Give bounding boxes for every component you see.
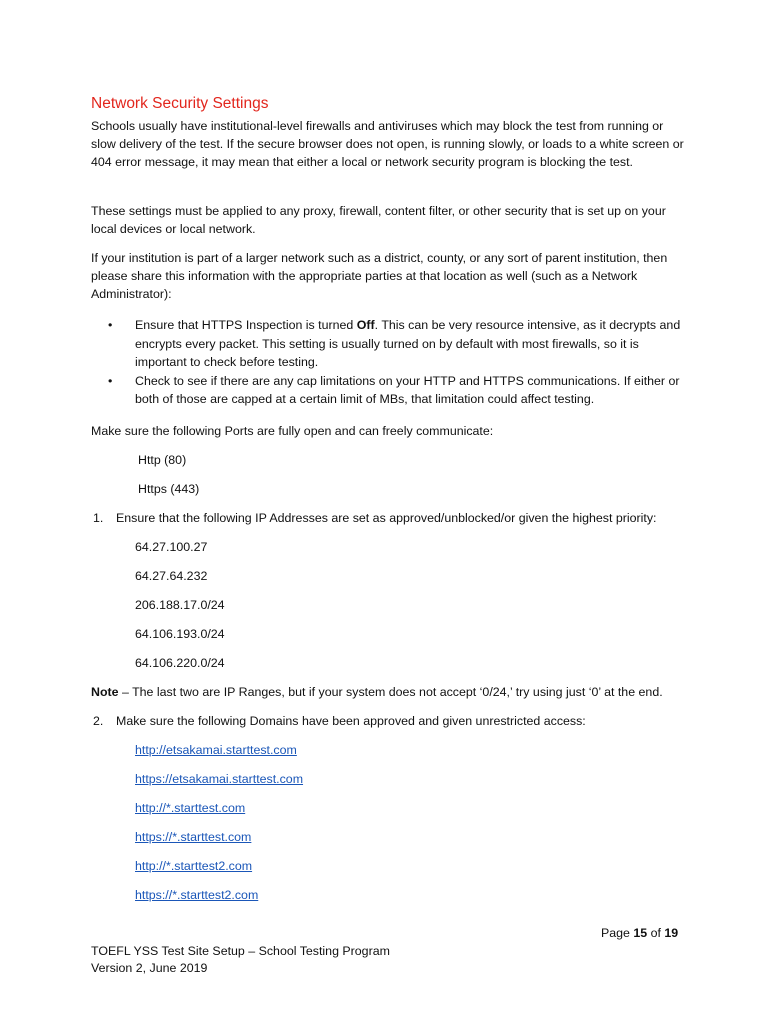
footer-version: Version 2, June 2019 — [91, 961, 208, 975]
footer-title: TOEFL YSS Test Site Setup – School Testing Program — [91, 944, 390, 958]
step-number: 1. — [93, 511, 104, 525]
page-of: of — [647, 926, 665, 940]
ip-address: 64.27.64.232 — [135, 569, 208, 583]
page-current: 15 — [633, 926, 648, 940]
step-number: 2. — [93, 714, 104, 728]
ip-address: 64.106.193.0/24 — [135, 627, 225, 641]
note-label: Note — [91, 685, 119, 699]
list-item — [108, 316, 688, 372]
domain-link[interactable]: http://*.starttest2.com — [135, 859, 253, 873]
ip-address: 64.106.220.0/24 — [135, 656, 225, 670]
ports-intro: Make sure the following Ports are fully open and can freely communicate: — [91, 424, 494, 438]
page-label: Page — [601, 926, 634, 940]
list-item — [108, 372, 688, 409]
bullet-icon: • — [108, 373, 113, 388]
step-text: Make sure the following Domains have been approved and given unrestricted access: — [116, 714, 586, 728]
port-item: Http (80) — [138, 453, 187, 467]
domain-link[interactable]: https://*.starttest2.com — [135, 888, 259, 902]
page-number — [601, 926, 678, 940]
domain-link[interactable]: http://etsakamai.starttest.com — [135, 743, 297, 757]
bullet-text: . This can be very resource intensive, as it decrypts and encrypts every packet. This setting is usually turned on by default with most firewalls, so it is important to check before testing. — [135, 318, 681, 369]
note-line — [91, 683, 663, 701]
ip-address: 64.27.100.27 — [135, 540, 208, 554]
page-total: 19 — [664, 926, 679, 940]
note-text: – The last two are IP Ranges, but if your system does not accept ‘0/24,’ try using just ‘0’ at the end. — [118, 685, 663, 699]
domain-link[interactable]: http://*.starttest.com — [135, 801, 246, 815]
section-heading: Network Security Settings — [91, 95, 269, 112]
bullet-text: Check to see if there are any cap limitations on your HTTP and HTTPS communications. If either or both of those are capped at a certain limit of MBs, that limitation could affect testing. — [135, 373, 680, 406]
domain-link[interactable]: https://*.starttest.com — [135, 830, 252, 844]
step-text: Ensure that the following IP Addresses are set as approved/unblocked/or given the highest priority: — [116, 511, 657, 525]
bullet-icon: • — [108, 318, 113, 332]
port-item: Https (443) — [138, 482, 200, 496]
ip-address: 206.188.17.0/24 — [135, 598, 225, 612]
intro-paragraph: Schools usually have institutional-level firewalls and antiviruses which may block the test from running or slow delivery of the test. If the secure browser does not open, is running slowly, or loads to a white screen or 404 error message, it may mean that either a local or network security program is blocking the test. — [91, 119, 684, 169]
bullet-text: Ensure that HTTPS Inspection is turned — [135, 318, 357, 332]
settings-paragraph: These settings must be applied to any proxy, firewall, content filter, or other security that is set up on your local devices or local network. — [91, 204, 666, 236]
bullet-emphasis: Off — [356, 318, 375, 332]
domain-link[interactable]: https://etsakamai.starttest.com — [135, 772, 304, 786]
institution-paragraph: If your institution is part of a larger network such as a district, county, or any sort of parent institution, then please share this information with the appropriate parties at that location as well (such as a Network Administrator): — [91, 251, 668, 301]
bullet-list — [108, 316, 688, 409]
